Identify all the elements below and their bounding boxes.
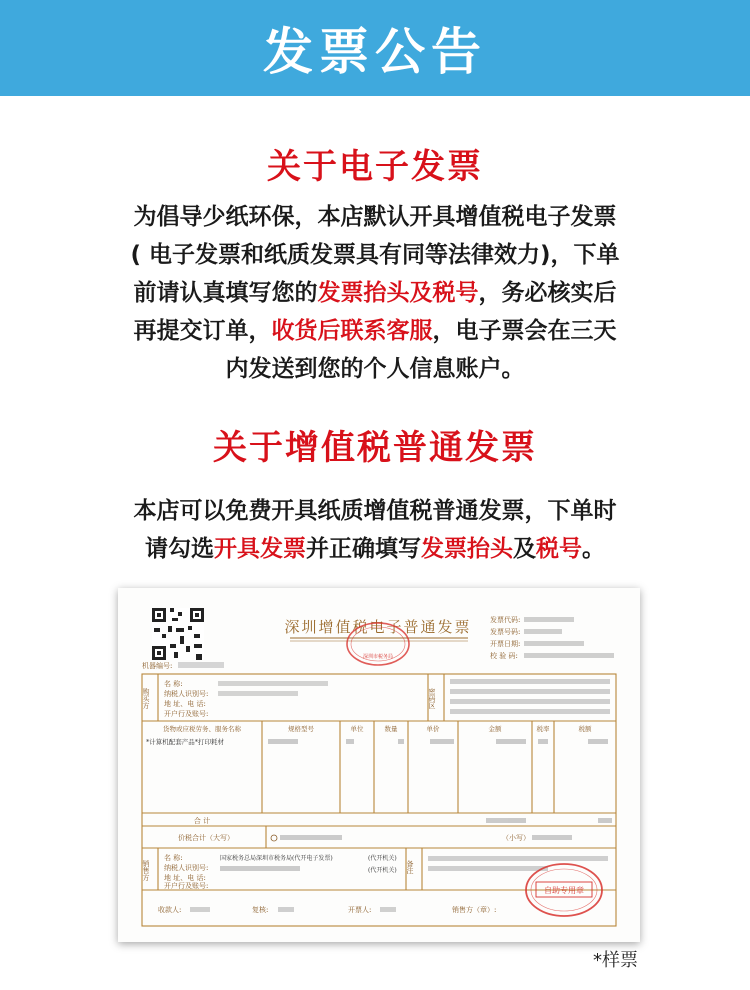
- section2-line: [0, 492, 750, 530]
- section-electronic-invoice-title: 关于电子发票: [267, 147, 483, 187]
- seller-address-label: 地 址、电 话:: [164, 874, 206, 882]
- invoice-number-label: 发票号码:: [490, 628, 521, 636]
- page-title: 发票公告: [263, 23, 487, 81]
- invoice-total-small-label: （小写）: [502, 834, 530, 842]
- section2-line: [0, 530, 750, 568]
- invoice-machine-no-label: 机器编号:: [142, 662, 173, 670]
- buyer-name-label: 名 称:: [164, 680, 183, 688]
- section1-text: 内发送到您的个人信息账户。: [225, 356, 525, 382]
- col-unit-price: 单价: [426, 725, 440, 733]
- invoice-subtotal-label: 合 计: [193, 817, 211, 825]
- col-tax-amount: 税额: [578, 725, 592, 733]
- section1-text: 再提交订单，: [133, 318, 272, 344]
- col-goods-name: 货物或应税劳务、服务名称: [163, 725, 241, 733]
- section1-line: [0, 236, 750, 274]
- footer-payee-label: 收款人:: [158, 906, 182, 914]
- buyer-side-label: 购买方: [142, 688, 150, 709]
- section-vat-invoice-text: [0, 492, 750, 568]
- section1-text: ，电子票会在三天: [432, 318, 617, 344]
- section2-highlight: 税号: [536, 536, 582, 562]
- seller-name-label: 名 称:: [164, 854, 183, 862]
- footer-drawer-label: 开票人:: [348, 906, 372, 914]
- col-tax-rate: 税率: [536, 725, 550, 733]
- section2-text: 及: [513, 536, 536, 562]
- agent-label-1: (代开机关): [368, 855, 397, 862]
- sample-invoice-image: [118, 588, 640, 942]
- agent-label-2: (代开机关): [368, 867, 397, 874]
- invoice-date-label: 开票日期:: [490, 640, 521, 648]
- section2-highlight: 发票抬头: [421, 536, 513, 562]
- invoice-code-label: 发票代码:: [490, 616, 521, 624]
- section1-highlight: 发票抬头及税号: [317, 280, 479, 306]
- buyer-bank-label: 开户行及账号:: [164, 710, 209, 718]
- section1-line: [0, 274, 750, 312]
- stamp-text: 自助专用章: [544, 886, 584, 895]
- section1-line: [0, 312, 750, 350]
- section2-text: 并正确填写: [306, 536, 421, 562]
- section1-text: ，务必核实后: [478, 280, 617, 306]
- header-banner: [0, 0, 750, 96]
- seal-text: 深圳市税务局: [362, 654, 394, 660]
- section1-text: 为倡导少纸环保，本店默认开具增值税电子发票: [133, 204, 617, 230]
- section2-text: 请勾选: [145, 536, 214, 562]
- remark-side-label: 备注: [406, 860, 414, 874]
- col-amount: 金额: [488, 725, 502, 733]
- section1-text: 前请认真填写您的: [133, 280, 318, 306]
- invoice-item-name: *计算机配套产品*打印耗材: [146, 738, 224, 746]
- section-vat-invoice-title: 关于增值税普通发票: [213, 428, 537, 468]
- seller-name-value: 国家税务总局深圳市税务局(代开电子发票): [220, 855, 333, 862]
- invoice-title: 深圳增值税电子普通发票: [284, 618, 472, 636]
- section1-text: ( 电子发票和纸质发票具有同等法律效力)，下单: [130, 242, 620, 268]
- section2-highlight: 开具发票: [214, 536, 306, 562]
- section2-text: 本店可以免费开具纸质增值税普通发票，下单时: [133, 498, 617, 524]
- section1-highlight: 收货后联系客服: [271, 318, 433, 344]
- footer-reviewer-label: 复核:: [252, 906, 269, 914]
- section2-text: 。: [582, 536, 605, 562]
- seller-taxid-label: 纳税人识别号:: [164, 864, 209, 872]
- section-electronic-invoice-text: [0, 198, 750, 388]
- invoice-total-label: 价税合计（大写）: [178, 834, 234, 842]
- invoice-check-code-label: 校 验 码:: [490, 652, 518, 660]
- buyer-taxid-label: 纳税人识别号:: [164, 690, 209, 698]
- seller-side-label: 销售方: [142, 860, 150, 881]
- sample-label: *样票: [593, 950, 638, 971]
- col-quantity: 数量: [384, 725, 398, 733]
- invoice-graphic: [118, 588, 640, 942]
- seller-bank-label: 开户行及账号:: [164, 882, 209, 890]
- section1-line: [0, 350, 750, 388]
- section1-line: [0, 198, 750, 236]
- buyer-address-label: 地 址、电 话:: [164, 700, 206, 708]
- cipher-side-label: 密码区: [428, 688, 436, 709]
- footer-seller-seal-label: 销售方（章）:: [452, 906, 497, 914]
- qr-code-icon: [152, 608, 204, 660]
- col-unit: 单位: [350, 725, 364, 733]
- col-spec: 规格型号: [288, 725, 314, 733]
